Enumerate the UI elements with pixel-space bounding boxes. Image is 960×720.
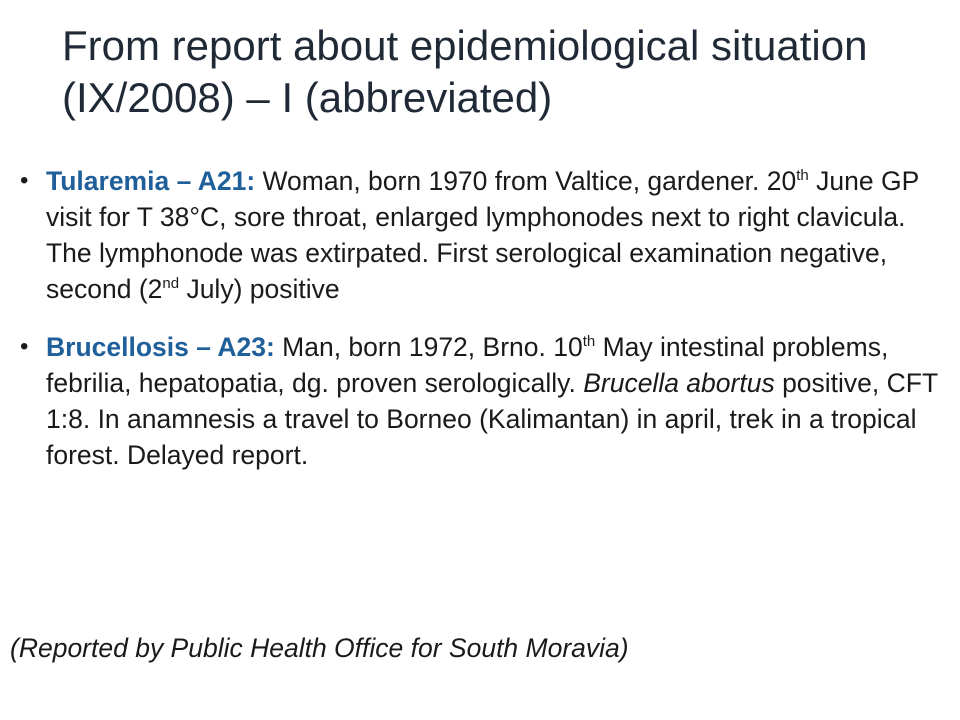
ordinal-suffix: th: [582, 333, 596, 351]
bullet-brucellosis: [20, 329, 950, 473]
species-name: Brucella abortus: [583, 368, 775, 398]
bullet-dot-icon: •: [20, 333, 29, 360]
bullet-text: June GP visit for T 38°C, sore throat, enlarged lymphonodes next to right clavicula. The lymphonode was extirpated. First serological examination negative, second (2: [46, 166, 919, 304]
bullet-text: Man, born 1972, Brno. 10: [274, 332, 583, 362]
disease-term: Tularemia – A21:: [46, 166, 256, 196]
bullet-list: [20, 163, 950, 495]
slide-title: From report about epidemiological situation (IX/2008) – I (abbreviated): [62, 22, 868, 121]
source-note: (Reported by Public Health Office for South Moravia): [10, 633, 629, 663]
disease-term: Brucellosis – A23:: [46, 332, 275, 362]
ordinal-suffix: th: [796, 167, 809, 185]
bullet-text: July) positive: [179, 274, 340, 304]
bullet-text: positive, CFT 1:8. In anamnesis a travel to Borneo (Kalimantan) in april, trek in a tropical forest. Delayed report.: [46, 368, 938, 470]
bullet-text: Woman, born 1970 from Valtice, gardener. 20: [255, 166, 797, 196]
ordinal-suffix: nd: [162, 275, 180, 293]
bullet-tularemia: [20, 163, 950, 307]
bullet-text: May intestinal problems, febrilia, hepatopatia, dg. proven serologically.: [46, 332, 889, 398]
bullet-dot-icon: •: [20, 167, 29, 194]
